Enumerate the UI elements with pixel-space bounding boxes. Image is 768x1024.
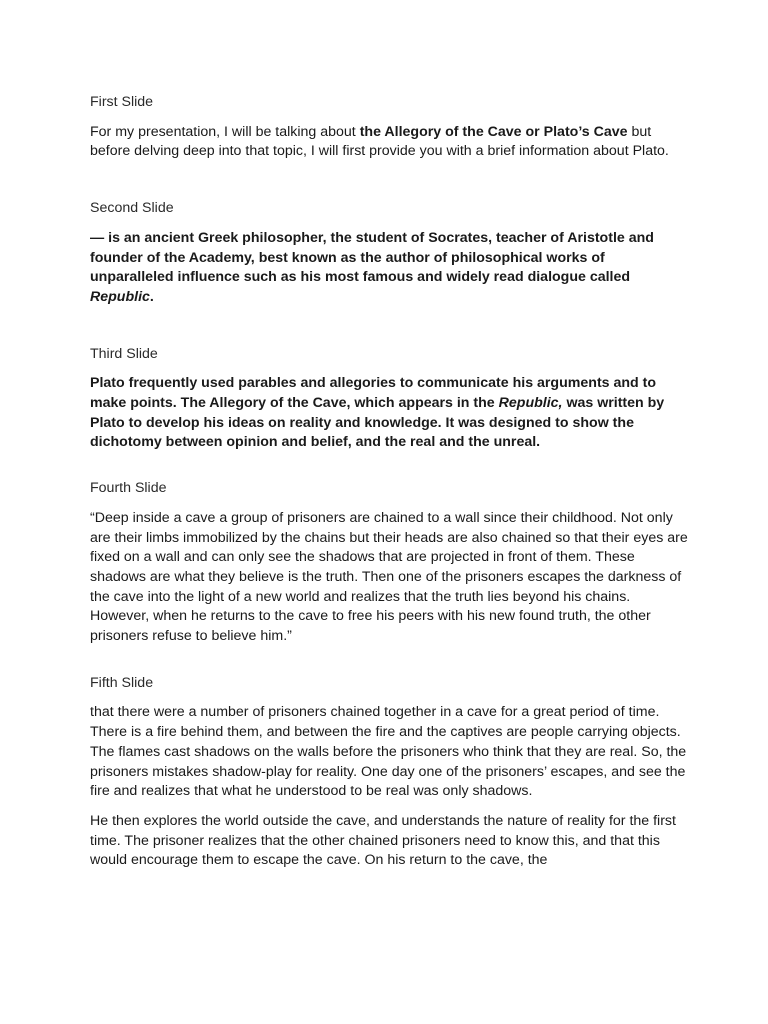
slide-heading: Third Slide [90, 345, 158, 362]
paragraph-italic-text: Republic [90, 288, 150, 305]
slide-heading: Fifth Slide [90, 674, 154, 691]
section-second-slide [90, 199, 690, 308]
section-fourth-slide [90, 479, 690, 647]
paragraph [90, 229, 690, 308]
paragraph-text: was written by Plato to develop his ideas on reality and knowledge. It was designed to show the dichotomy between opinion and belief, and the real and the unreal. [90, 395, 665, 451]
slide-heading: Fourth Slide [90, 480, 167, 497]
slide-heading: Second Slide [90, 200, 174, 217]
paragraph-italic-text: Republic, [498, 395, 563, 412]
section-first-slide [90, 93, 690, 162]
paragraph-text: For my presentation, I will be talking about [90, 123, 360, 140]
paragraph: He then explores the world outside the cave, and understands the nature of reality for the first time. The prisoner realizes that the other chained prisoners need to know this, and that this would encourage them to escape the cave. On his return to the cave, the [90, 812, 676, 869]
paragraph [90, 123, 690, 162]
document-page [90, 93, 690, 897]
paragraph-bold-text: the Allegory of the Cave or Plato’s Cave [359, 123, 628, 140]
slide-heading: First Slide [90, 94, 154, 110]
paragraph-text: Plato frequently used parables and allegories to communicate his arguments and to make points. The Allegory of the Cave, which appears in the [90, 375, 657, 412]
paragraph: “Deep inside a cave a group of prisoners are chained to a wall since their childhood. Not only are their limbs immobilized by the chains but their heads are also chained so that their eyes are fixed on a wall and can only see the shadows that are projected in front of them. These shadows are what they believe is the truth. Then one of the prisoners escapes the darkness of the cave into the light of a new world and realizes that the truth lies beyond his chains. However, when he returns to the cave to free his peers with his new found truth, the other prisoners refuse to believe him.” [90, 509, 688, 645]
paragraph: that there were a number of prisoners chained together in a cave for a great period of time. There is a fire behind them, and between the fire and the captives are people carrying objects. The flames cast shadows on the walls before the prisoners who think that they are real. So, the prisoners mistakes shadow-play for reality. One day one of the prisoners’ escapes, and see the fire and realizes that what he understood to be real was only shadows. [90, 704, 687, 800]
section-third-slide [90, 345, 690, 454]
paragraph-text: — is an ancient Greek philosopher, the student of Socrates, teacher of Aristotle and founder of the Academy, best known as the author of philosophical works of unparalleled influence such as his most famous and widely read dialogue called [90, 229, 654, 286]
section-fifth-slide [90, 674, 690, 871]
paragraph [90, 374, 690, 453]
paragraph-text: but before delving deep into that topic, I will first provide you with a brief information about Plato. [90, 123, 669, 160]
paragraph-text: . [149, 288, 154, 305]
